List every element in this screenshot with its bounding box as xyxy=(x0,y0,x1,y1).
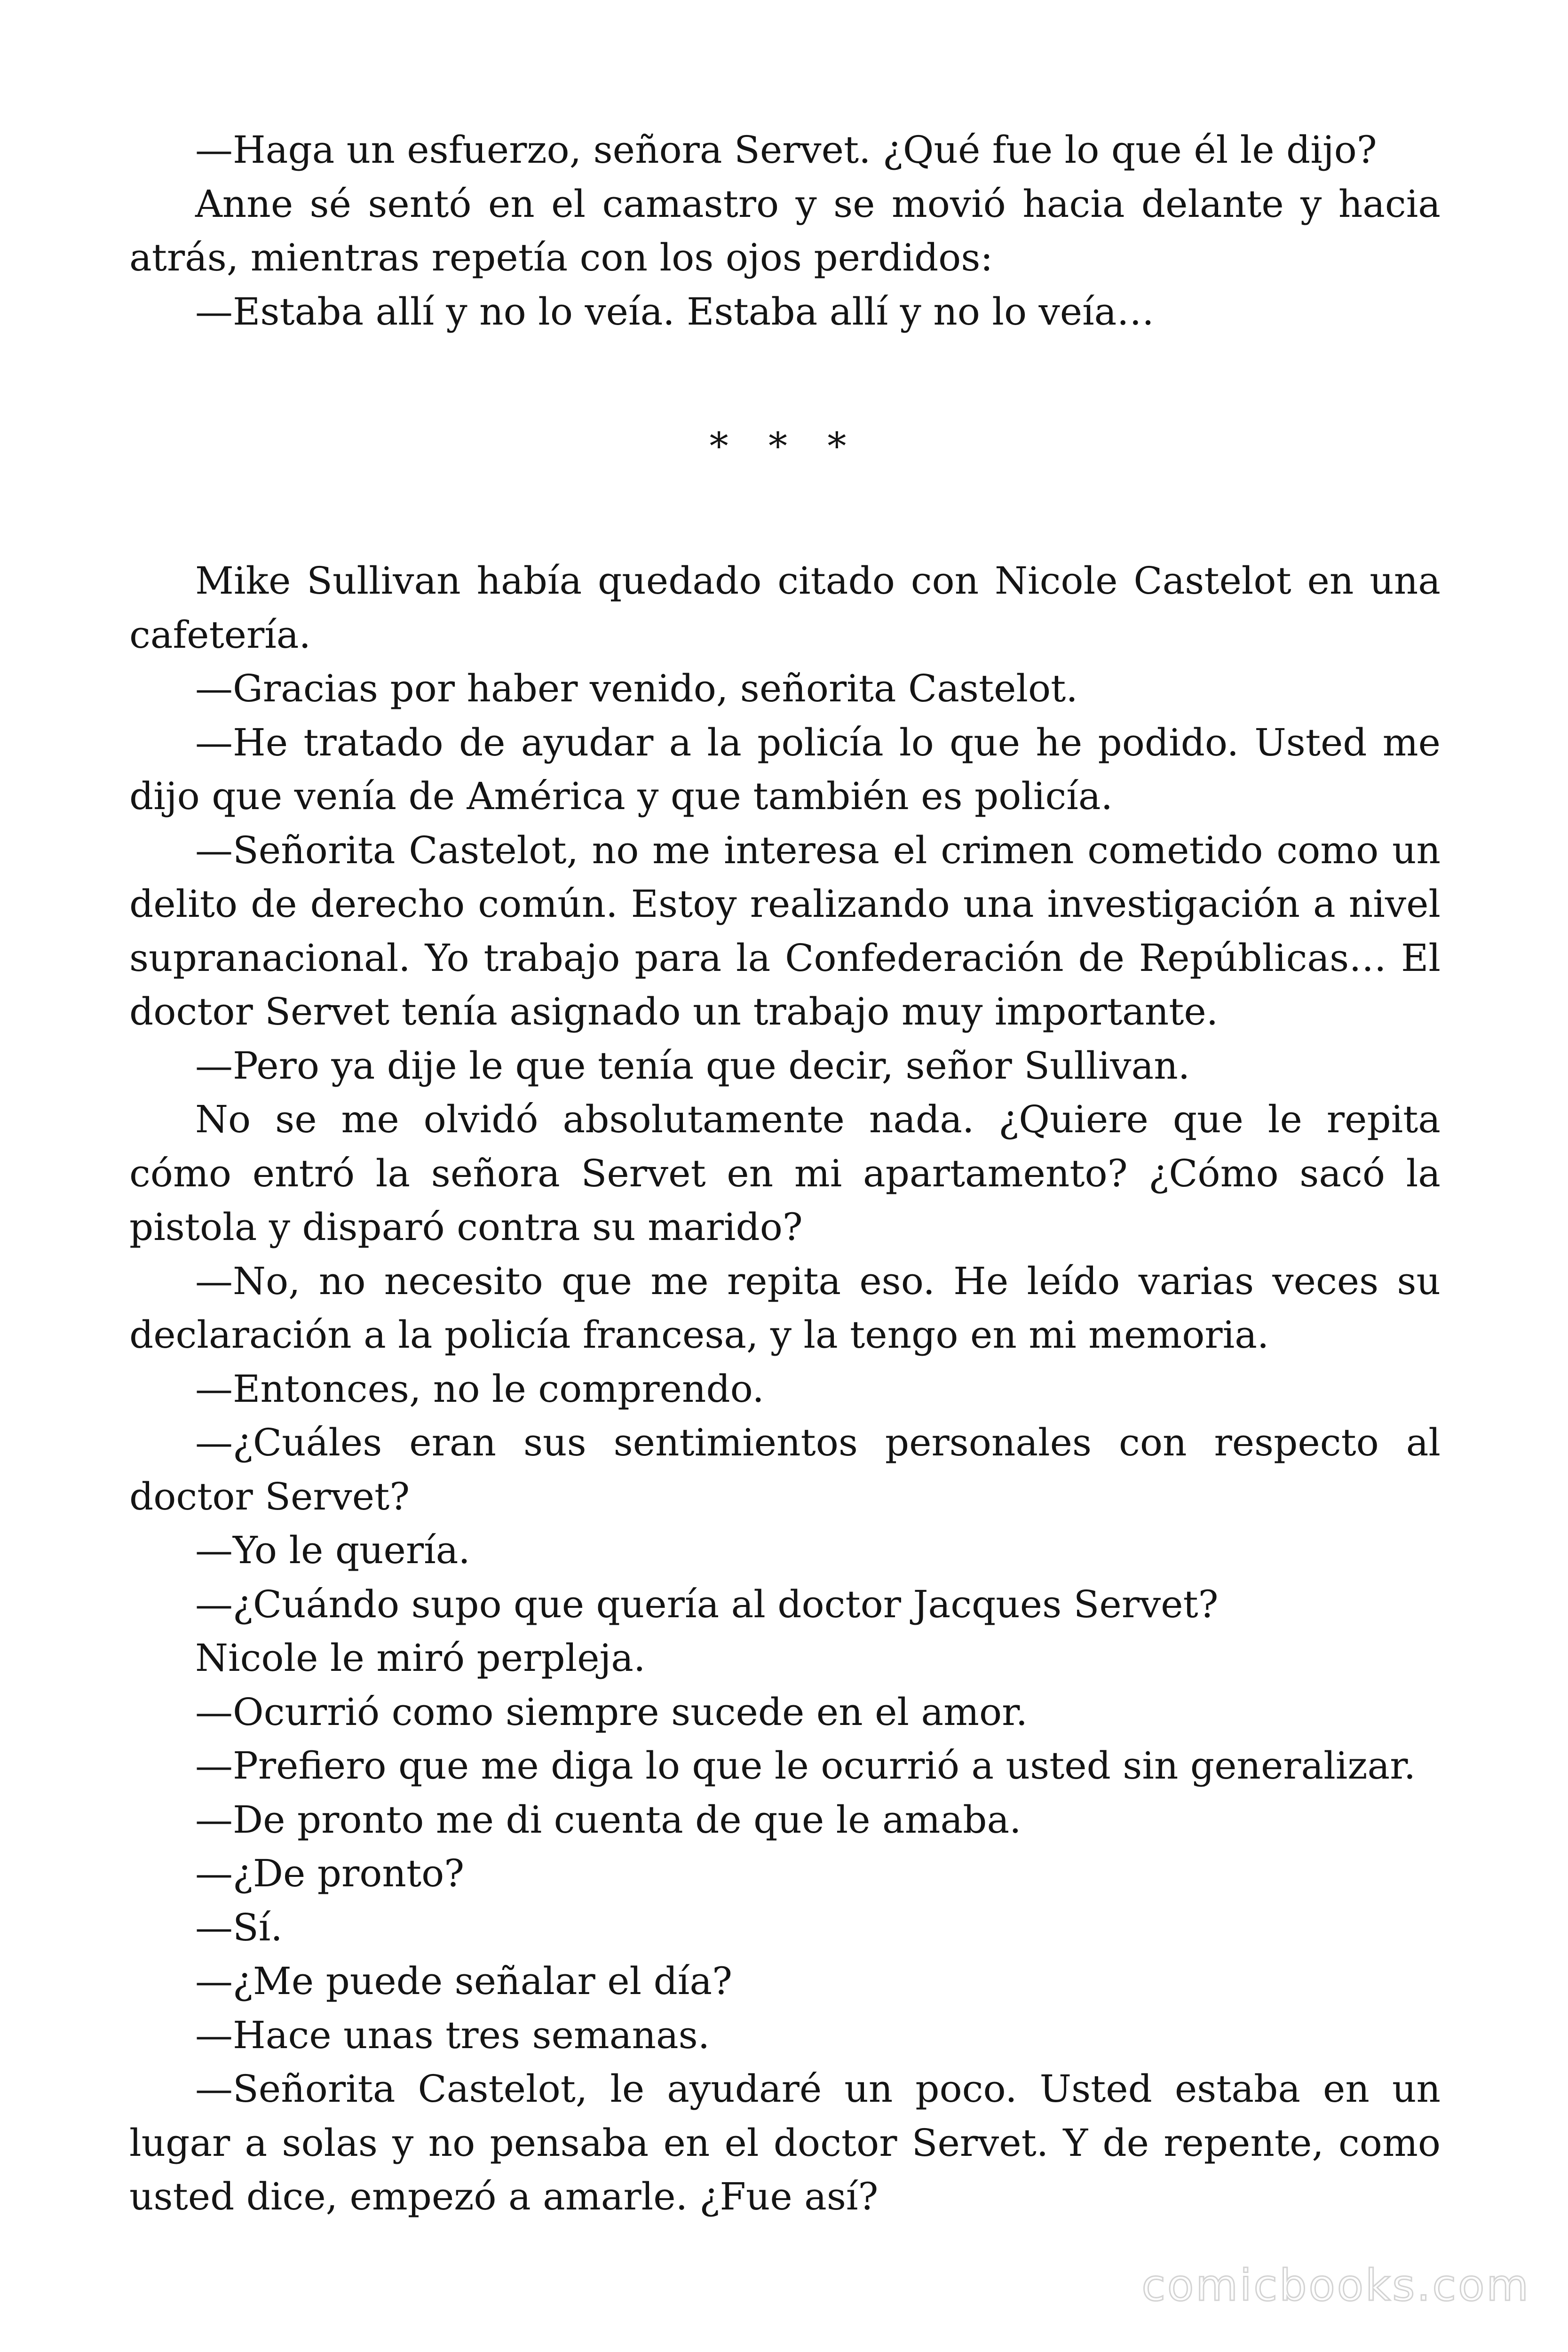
watermark: comicbooks.com xyxy=(1141,2260,1530,2311)
paragraph: Nicole le miró perpleja. xyxy=(195,1636,646,1680)
scene-break-separator: * * * xyxy=(709,424,861,468)
paragraph: —Estaba allí y no lo veía. Estaba allí y no lo veía… xyxy=(195,289,1155,334)
paragraph: —¿Cuándo supo que quería al doctor Jacques Servet? xyxy=(195,1582,1219,1626)
paragraph: —Señorita Castelot, le ayudaré un poco. Usted estaba en un lugar a solas y no pensaba en el doctor Servet. Y de repente, como usted dice, empezó a amarle. ¿Fue así? xyxy=(129,2067,1441,2218)
paragraph: —No, no necesito que me repita eso. He leído varias veces su declaración a la policía francesa, y la tengo en mi memoria. xyxy=(129,1259,1441,1357)
paragraph: —Señorita Castelot, no me interesa el crimen cometido como un delito de derecho común. Estoy realizando una investigación a nivel supranacional. Yo trabajo para la Confederación de Repúblicas… El doctor Servet tenía asignado un trabajo muy importante. xyxy=(129,828,1441,1033)
paragraph: —¿Me puede señalar el día? xyxy=(195,1959,732,2003)
paragraph: —He tratado de ayudar a la policía lo que he podido. Usted me dijo que venía de América y que también es policía. xyxy=(129,720,1441,818)
section-after-break xyxy=(129,554,1441,2224)
paragraph: —Gracias por haber venido, señorita Castelot. xyxy=(195,667,1078,710)
paragraph: —Haga un esfuerzo, señora Servet. ¿Qué fue lo que él le dijo? xyxy=(195,128,1377,172)
paragraph: —Ocurrió como siempre sucede en el amor. xyxy=(195,1690,1028,1734)
page-body xyxy=(129,123,1441,2224)
paragraph: Mike Sullivan había quedado citado con Nicole Castelot en una cafetería. xyxy=(129,559,1441,657)
paragraph: —Entonces, no le comprendo. xyxy=(195,1367,764,1411)
paragraph: —De pronto me di cuenta de que le amaba. xyxy=(195,1797,1022,1842)
paragraph: —Sí. xyxy=(195,1905,283,1949)
paragraph: —¿Cuáles eran sus sentimientos personales con respecto al doctor Servet? xyxy=(129,1421,1441,1518)
paragraph: No se me olvidó absolutamente nada. ¿Quiere que le repita cómo entró la señora Servet en mi apartamento? ¿Cómo sacó la pistola y disparó contra su marido? xyxy=(129,1097,1441,1249)
paragraph: —Hace unas tres semanas. xyxy=(195,2013,710,2057)
paragraph: Anne sé sentó en el camastro y se movió hacia delante y hacia atrás, mientras repetía con los ojos perdidos: xyxy=(129,182,1441,279)
paragraph: —Pero ya dije le que tenía que decir, señor Sullivan. xyxy=(195,1043,1190,1088)
section-before-break xyxy=(129,123,1441,339)
paragraph: —Prefiero que me diga lo que le ocurrió a usted sin generalizar. xyxy=(195,1744,1416,1788)
paragraph: —Yo le quería. xyxy=(195,1528,470,1572)
paragraph: —¿De pronto? xyxy=(195,1851,465,1895)
